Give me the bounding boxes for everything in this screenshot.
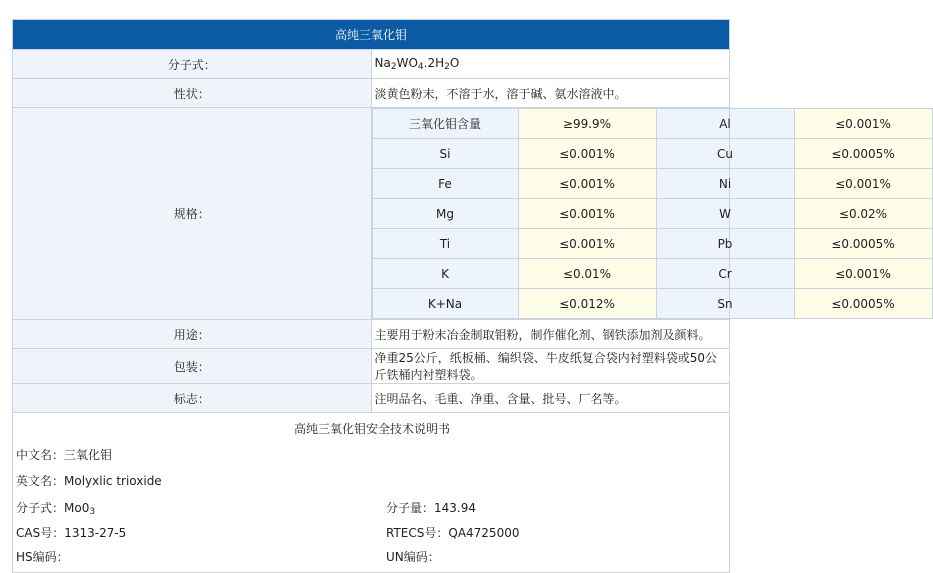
spec-row [372, 259, 932, 289]
spec-value: ≤0.001% [518, 229, 656, 259]
spec-item: Cr [656, 259, 794, 289]
spec-table [372, 108, 933, 319]
spec-row [372, 229, 932, 259]
spec-value: ≤0.001% [518, 139, 656, 169]
sds-molecular-weight: 分子量：143.94 [386, 501, 476, 515]
sds-en-name: 英文名：Molyxlic trioxide [16, 474, 162, 488]
sds-cn-name: 中文名：三氧化钼 [16, 448, 113, 462]
sds-un-code: UN编码： [386, 550, 440, 564]
spec-item: Cu [656, 139, 794, 169]
spec-row [372, 289, 932, 319]
use-label: 用途： [13, 320, 372, 349]
properties-value: 淡黄色粉末，不溶于水，溶于碱、氨水溶液中。 [371, 79, 730, 108]
spec-item: Pb [656, 229, 794, 259]
spec-value: ≤0.001% [794, 109, 932, 139]
spec-value: ≤0.02% [794, 199, 932, 229]
spec-item: Mg [372, 199, 518, 229]
packaging-value: 净重25公斤，纸板桶、编织袋、牛皮纸复合袋内衬塑料袋或50公斤铁桶内衬塑料袋。 [371, 349, 730, 384]
sds-rtecs: RTECS号：QA4725000 [386, 526, 520, 540]
spec-item: Sn [656, 289, 794, 319]
formula-value: $Na_2WO_4.2H_2O$ [371, 50, 730, 79]
spec-item: Si [372, 139, 518, 169]
spec-value: ≤0.012% [518, 289, 656, 319]
spec-item: K [372, 259, 518, 289]
spec-item: 三氧化钼含量 [372, 109, 518, 139]
spec-item: Fe [372, 169, 518, 199]
spec-row [372, 169, 932, 199]
spec-item: W [656, 199, 794, 229]
spec-item: K+Na [372, 289, 518, 319]
sds-heading: 高纯三氧化钼安全技术说明书 [293, 422, 450, 436]
spec-value: ≤0.001% [518, 169, 656, 199]
product-sheet [12, 19, 895, 573]
properties-label: 性状： [13, 79, 372, 108]
spec-cell [371, 108, 895, 320]
marking-label: 标志： [13, 384, 372, 413]
spec-row [372, 199, 932, 229]
spec-label: 规格： [13, 108, 372, 320]
spec-value: ≤0.01% [518, 259, 656, 289]
sds-section [13, 413, 730, 573]
packaging-label: 包装： [13, 349, 372, 384]
spec-value: ≥99.9% [518, 109, 656, 139]
spec-value: ≤0.0005% [794, 139, 932, 169]
spec-value: ≤0.001% [518, 199, 656, 229]
marking-value: 注明品名、毛重、净重、含量、批号、厂名等。 [371, 384, 730, 413]
spec-value: ≤0.0005% [794, 289, 932, 319]
product-title: 高纯三氧化钼 [13, 20, 730, 50]
spec-row [372, 139, 932, 169]
product-table [12, 19, 895, 573]
spec-value: ≤0.001% [794, 169, 932, 199]
spec-value: ≤0.001% [794, 259, 932, 289]
use-value: 主要用于粉末冶金制取钼粉，制作催化剂、钢铁添加剂及颜料。 [371, 320, 730, 349]
spec-item: Al [656, 109, 794, 139]
spec-item: Ni [656, 169, 794, 199]
formula-label: 分子式： [13, 50, 372, 79]
spec-item: Ti [372, 229, 518, 259]
spec-value: ≤0.0005% [794, 229, 932, 259]
sds-formula: 分子式：$Mo0_3$ [16, 501, 96, 517]
sds-cas: CAS号：1313-27-5 [16, 526, 127, 540]
spec-row [372, 109, 932, 139]
sds-hs-code: HS编码： [16, 550, 69, 564]
